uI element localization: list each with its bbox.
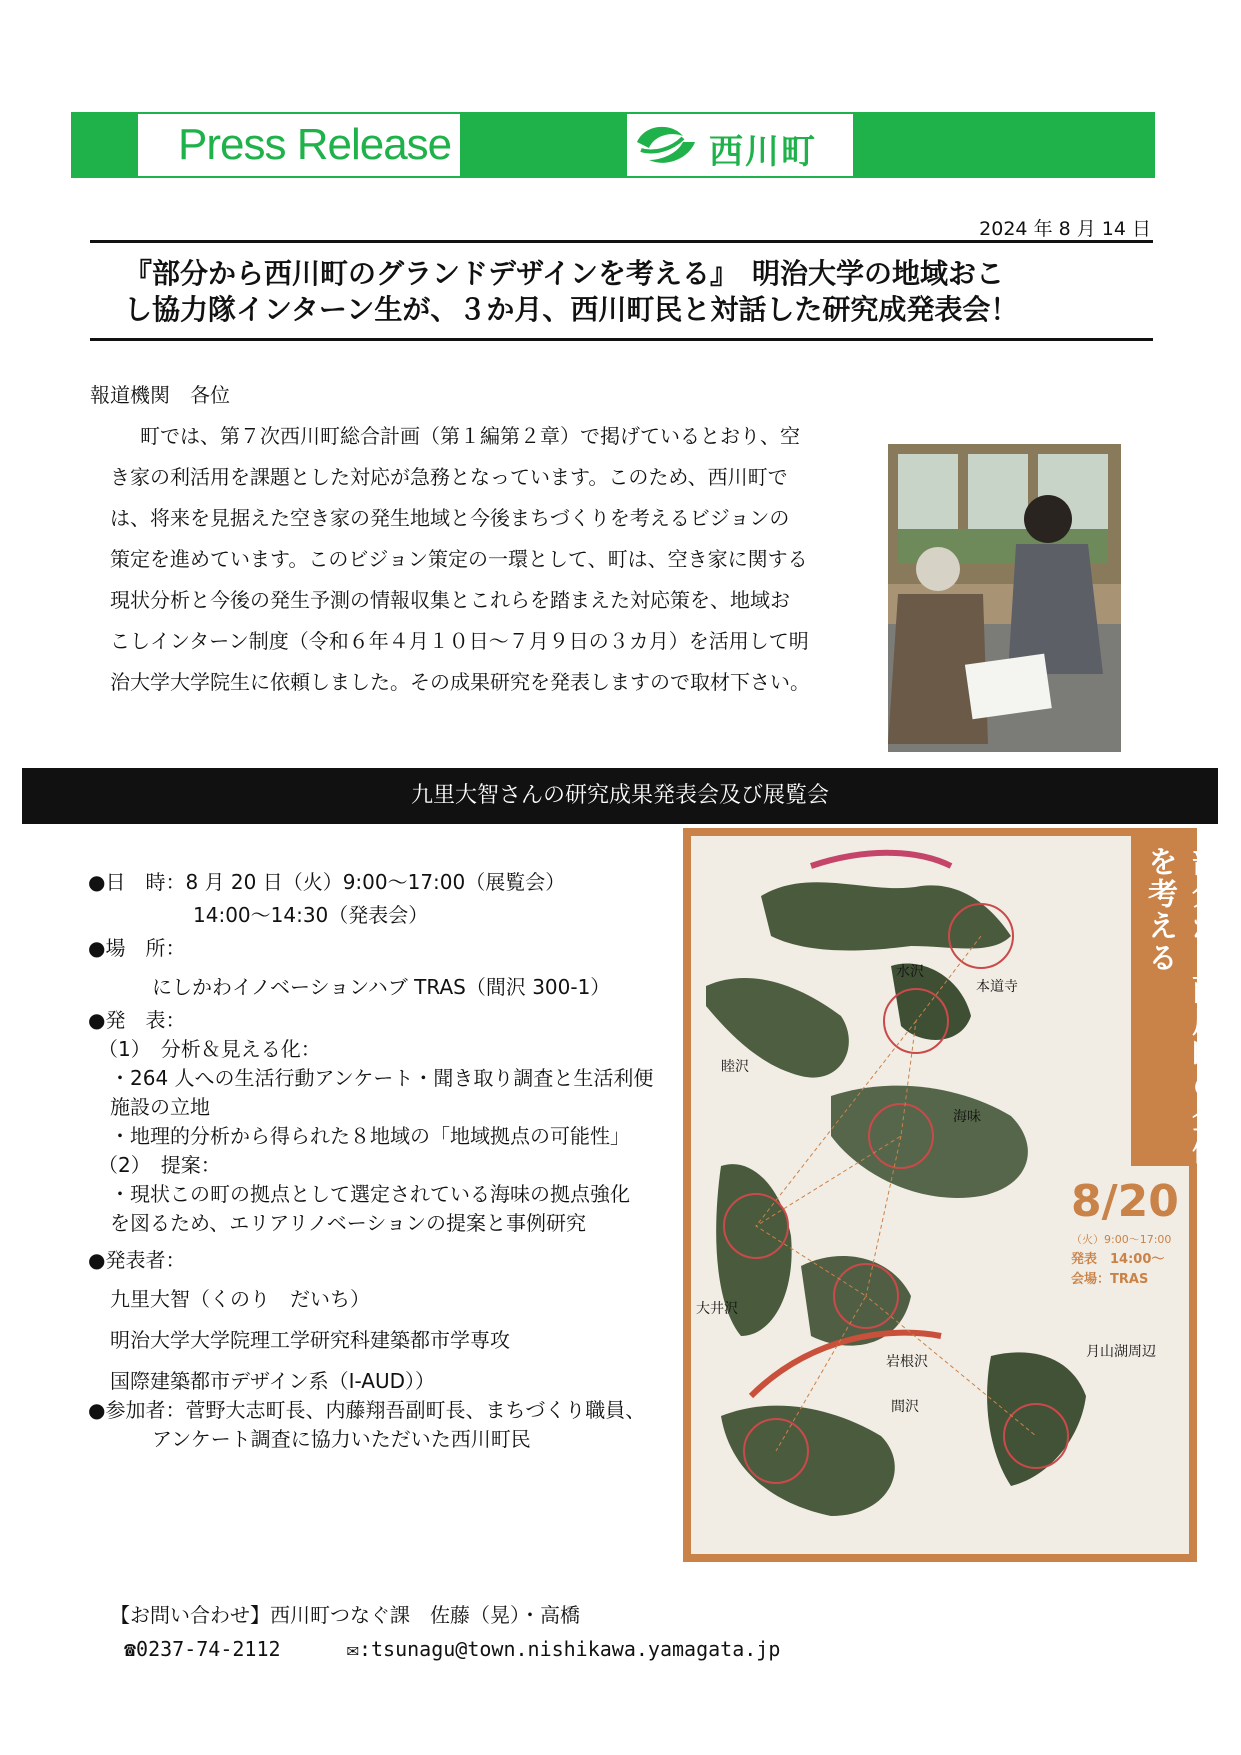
event-info [88, 868, 688, 1454]
header-block-left [71, 112, 138, 178]
poster-place-label: 睦沢 [721, 1059, 749, 1075]
item2-a: ・現状この町の拠点として選定されている海味の拠点強化 [110, 1182, 630, 1206]
item2-heading: （2） 提案： [98, 1153, 221, 1177]
poster-place-label: 月山湖周辺 [1086, 1341, 1156, 1361]
addressee: 報道機関 各位 [90, 383, 230, 407]
participants-line-1: ●参加者：菅野大志町長、内藤翔吾副町長、まちづくり職員、 [88, 1398, 646, 1422]
header-block-middle [460, 112, 627, 178]
contact-details [110, 1634, 910, 1664]
press-release-label: Press Release [178, 120, 452, 169]
title-bottom-rule [90, 338, 1153, 341]
datetime-value-1: 8 月 20 日（火）9:00～17:00（展覧会） [185, 870, 566, 894]
item2-a-cont: を図るため、エリアリノベーションの提案と事例研究 [110, 1211, 586, 1235]
header-block-right [853, 112, 1155, 178]
contact-block [110, 1600, 910, 1664]
poster-place-label: 水沢 [896, 964, 924, 980]
event-banner: 九里大智さんの研究成果発表会及び展覧会 [22, 768, 1218, 824]
presenter-affiliation-2: 国際建築都市デザイン系（I-AUD）） [110, 1369, 435, 1393]
item1-a: ・264 人への生活行動アンケート・聞き取り調査と生活利便 [110, 1066, 654, 1090]
item1-a-cont: 施設の立地 [110, 1095, 210, 1119]
datetime-label: ●日 時： [88, 870, 186, 894]
item1-heading: （1） 分析＆見える化： [98, 1037, 321, 1061]
poster-place-label: 本道寺 [976, 979, 1018, 995]
press-release-box [138, 112, 460, 178]
datetime-value-2: 14:00～14:30（発表会） [193, 903, 429, 927]
contact-phone[interactable]: ☎0237-74-2112 [124, 1637, 281, 1661]
presenter-name: 九里大智（くのり だいち） [110, 1287, 370, 1311]
poster-place-label: 海味 [953, 1109, 981, 1125]
participants-line-2: アンケート調査に協力いただいた西川町民 [152, 1427, 531, 1451]
contact-email[interactable]: ✉:tsunagu@town.nishikawa.yamagata.jp [346, 1637, 781, 1661]
headline-line-2: し協力隊インターン生が、３か月、西川町民と対話した研究成発表会！ [124, 293, 1019, 326]
body-line: 治大学大学院生に依頼しました。その成果研究を発表しますので取材下さい。 [110, 670, 810, 694]
poster-time: （火）9:00〜17:00 [1071, 1233, 1172, 1246]
poster-place-label: 間沢 [891, 1399, 919, 1415]
town-logo-box [627, 112, 853, 178]
title-top-rule [90, 240, 1153, 243]
item1-b: ・地理的分析から得られた８地域の「地域拠点の可能性」 [110, 1124, 630, 1148]
poster-place-label: 岩根沢 [886, 1354, 928, 1370]
presenter-affiliation-1: 明治大学大学院理工学研究科建築都市学専攻 [110, 1328, 510, 1352]
event-poster [683, 828, 1221, 1562]
presenter-label: ●発表者： [88, 1248, 186, 1272]
presentation-label: ●発 表： [88, 1008, 186, 1032]
place-label: ●場 所： [88, 936, 186, 960]
body-line: 町では、第７次西川町総合計画（第１編第２章）で掲げているとおり、空 [140, 424, 800, 448]
body-line: は、将来を見据えた空き家の発生地域と今後まちづくりを考えるビジョンの [110, 506, 790, 530]
contact-line: 【お問い合わせ】西川町つなぐ課 佐藤（晃）・高橋 [110, 1603, 580, 1627]
photo-illustration [888, 444, 1121, 752]
event-photo [888, 444, 1121, 752]
poster-vertical-title: 部分から西川町の全体を考える [1142, 846, 1221, 1166]
body-text [110, 416, 870, 703]
poster-date: 8/20 [1071, 1176, 1179, 1227]
poster-presentation-time: 発表 14:00〜 [1071, 1252, 1165, 1267]
datetime-row [88, 868, 688, 897]
town-leaf-logo-icon [631, 120, 701, 170]
body-line: き家の利活用を課題とした対応が急務となっています。このため、西川町で [110, 465, 788, 489]
body-line: こしインターン制度（令和６年４月１０日～７月９日の３カ月）を活用して明 [110, 629, 809, 653]
place-value: にしかわイノベーションハブ TRAS（間沢 300-1） [152, 975, 611, 999]
release-date: 2024 年 8 月 14 日 [979, 218, 1151, 240]
town-name: 西川町 [709, 132, 817, 172]
poster-place-label: 大井沢 [696, 1301, 738, 1317]
body-line: 現状分析と今後の発生予測の情報収集とこれらを踏まえた対応策を、地域お [110, 588, 790, 612]
body-line: 策定を進めています。このビジョン策定の一環として、町は、空き家に関する [110, 547, 808, 571]
headline-line-1: 『部分から西川町のグランドデザインを考える』 明治大学の地域おこ [124, 257, 1005, 290]
poster-venue: 会場：TRAS [1071, 1272, 1149, 1287]
headline [124, 256, 1164, 328]
